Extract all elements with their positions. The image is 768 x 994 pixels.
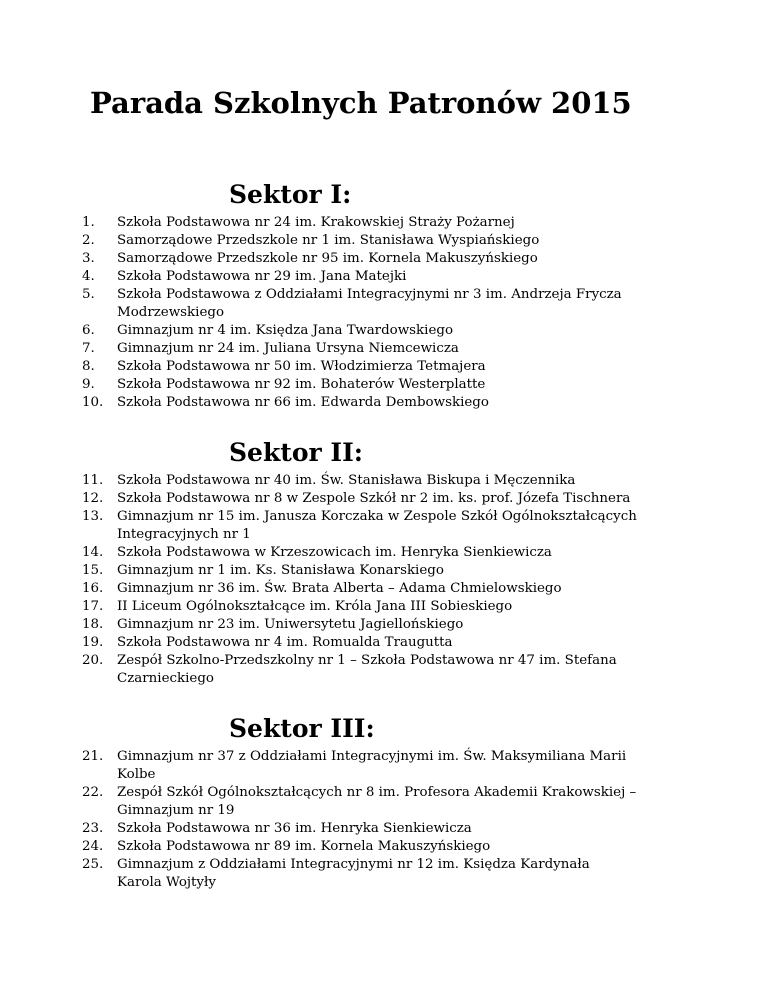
- list-item: [0, 838, 637, 856]
- item-number: 23.: [82, 821, 104, 836]
- item-text: Szkoła Podstawowa nr 92 im. Bohaterów Westerplatte: [117, 377, 486, 392]
- list-item: [0, 784, 637, 820]
- sector-heading: Sektor II:: [229, 438, 363, 467]
- item-text: Szkoła Podstawowa z Oddziałami Integracyjnymi nr 3 im. Andrzeja Frycza Modrzewskiego: [117, 287, 622, 320]
- item-text: Szkoła Podstawowa nr 66 im. Edwarda Dembowskiego: [117, 395, 489, 410]
- sector-1: [0, 176, 768, 412]
- item-number: 7.: [82, 341, 95, 356]
- item-number: 11.: [82, 473, 104, 488]
- list-item: [0, 250, 637, 268]
- item-number: 5.: [82, 287, 95, 302]
- item-number: 12.: [82, 491, 104, 506]
- item-number: 25.: [82, 857, 104, 872]
- item-number: 13.: [82, 509, 104, 524]
- list-item: [0, 562, 637, 580]
- list-item: [0, 358, 637, 376]
- sector-2: [0, 434, 768, 688]
- item-text: Szkoła Podstawowa nr 40 im. Św. Stanisława Biskupa i Męczennika: [117, 473, 576, 488]
- sector-1-list: [0, 214, 768, 412]
- list-item: [0, 286, 637, 322]
- item-number: 14.: [82, 545, 104, 560]
- item-text: Samorządowe Przedszkole nr 1 im. Stanisława Wyspiańskiego: [117, 233, 540, 248]
- item-text: Szkoła Podstawowa nr 89 im. Kornela Makuszyńskiego: [117, 839, 491, 854]
- list-item: [0, 214, 637, 232]
- list-item: [0, 232, 637, 250]
- item-number: 3.: [82, 251, 95, 266]
- item-number: 18.: [82, 617, 104, 632]
- list-item: [0, 616, 637, 634]
- item-text: Szkoła Podstawowa nr 50 im. Włodzimierza Tetmajera: [117, 359, 486, 374]
- list-item: [0, 748, 637, 784]
- item-number: 16.: [82, 581, 104, 596]
- item-text: Samorządowe Przedszkole nr 95 im. Kornela Makuszyńskiego: [117, 251, 538, 266]
- list-item: [0, 544, 637, 562]
- list-item: [0, 322, 637, 340]
- list-item: [0, 340, 637, 358]
- item-text: II Liceum Ogólnokształcące im. Króla Jana III Sobieskiego: [117, 599, 513, 614]
- list-item: [0, 490, 637, 508]
- list-item: [0, 580, 637, 598]
- sector-3: [0, 710, 768, 892]
- sector-2-list: [0, 472, 768, 688]
- item-text: Gimnazjum nr 36 im. Św. Brata Alberta – Adama Chmielowskiego: [117, 581, 562, 596]
- item-number: 8.: [82, 359, 95, 374]
- list-item: [0, 394, 637, 412]
- item-text: Szkoła Podstawowa nr 36 im. Henryka Sienkiewicza: [117, 821, 472, 836]
- item-text: Gimnazjum nr 23 im. Uniwersytetu Jagiellońskiego: [117, 617, 464, 632]
- item-text: Zespół Szkolno-Przedszkolny nr 1 – Szkoła Podstawowa nr 47 im. Stefana Czarnieckiego: [117, 653, 617, 686]
- page-title: Parada Szkolnych Patronów 2015: [90, 86, 632, 120]
- item-text: Gimnazjum nr 1 im. Ks. Stanisława Konarskiego: [117, 563, 444, 578]
- item-text: Szkoła Podstawowa w Krzeszowicach im. Henryka Sienkiewicza: [117, 545, 552, 560]
- item-text: Szkoła Podstawowa nr 4 im. Romualda Traugutta: [117, 635, 453, 650]
- item-number: 17.: [82, 599, 104, 614]
- list-item: [0, 508, 637, 544]
- list-item: [0, 634, 637, 652]
- item-text: Szkoła Podstawowa nr 24 im. Krakowskiej Straży Pożarnej: [117, 215, 515, 230]
- item-number: 21.: [82, 749, 104, 764]
- item-text: Gimnazjum nr 37 z Oddziałami Integracyjnymi im. Św. Maksymiliana Marii Kolbe: [117, 749, 627, 782]
- item-number: 22.: [82, 785, 104, 800]
- item-number: 19.: [82, 635, 104, 650]
- item-text: Gimnazjum nr 4 im. Księdza Jana Twardowskiego: [117, 323, 454, 338]
- item-number: 2.: [82, 233, 95, 248]
- list-item: [0, 598, 637, 616]
- list-item: [0, 820, 637, 838]
- list-item: [0, 472, 637, 490]
- sector-3-list: [0, 748, 768, 892]
- item-text: Gimnazjum z Oddziałami Integracyjnymi nr 12 im. Księdza Kardynała Karola Wojtyły: [117, 857, 590, 890]
- list-item: [0, 856, 637, 892]
- list-item: [0, 376, 637, 394]
- sector-heading: Sektor I:: [229, 180, 352, 209]
- item-text: Zespół Szkół Ogólnokształcących nr 8 im. Profesora Akademii Krakowskiej – Gimnazjum nr 19: [117, 785, 637, 818]
- item-text: Gimnazjum nr 24 im. Juliana Ursyna Niemcewicza: [117, 341, 459, 356]
- item-number: 1.: [82, 215, 95, 230]
- item-text: Szkoła Podstawowa nr 8 w Zespole Szkół nr 2 im. ks. prof. Józefa Tischnera: [117, 491, 631, 506]
- item-number: 9.: [82, 377, 95, 392]
- item-number: 10.: [82, 395, 104, 410]
- list-item: [0, 652, 637, 688]
- item-number: 20.: [82, 653, 104, 668]
- list-item: [0, 268, 637, 286]
- sector-heading: Sektor III:: [229, 714, 375, 743]
- item-number: 6.: [82, 323, 95, 338]
- item-number: 24.: [82, 839, 104, 854]
- item-text: Szkoła Podstawowa nr 29 im. Jana Matejki: [117, 269, 407, 284]
- item-number: 15.: [82, 563, 104, 578]
- item-text: Gimnazjum nr 15 im. Janusza Korczaka w Zespole Szkół Ogólnokształcących Integracyjnych nr 1: [117, 509, 637, 542]
- item-number: 4.: [82, 269, 95, 284]
